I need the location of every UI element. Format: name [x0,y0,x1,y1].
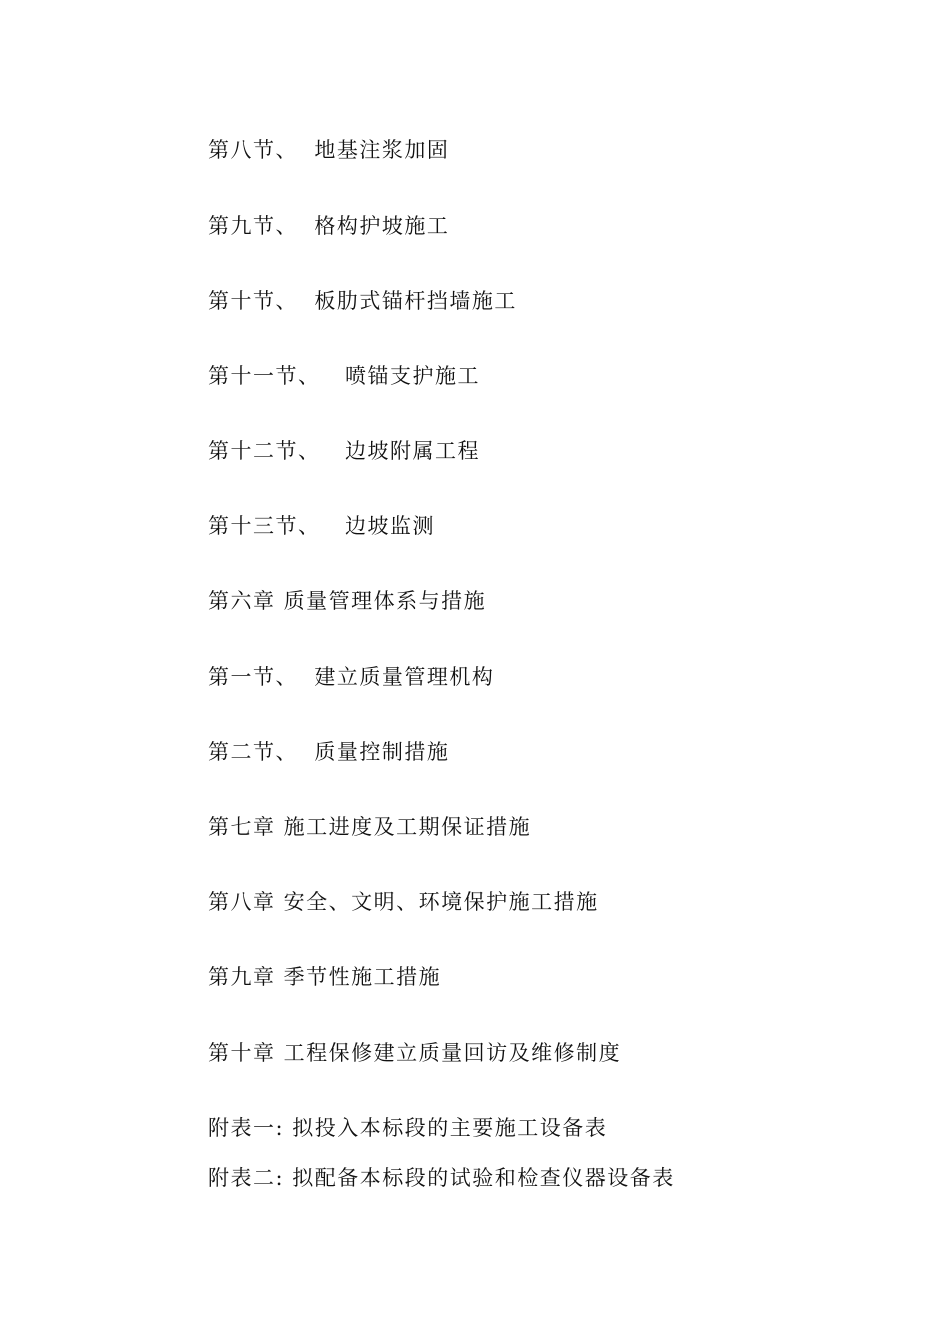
toc-chapter: 第七章 施工进度及工期保证措施 [208,815,532,839]
toc-chapter: 第十章 工程保修建立质量回访及维修制度 [208,1041,622,1065]
toc-chapter: 第八章 安全、文明、环境保护施工措施 [208,890,599,914]
toc-entry: 第十一节、 喷锚支护施工 [208,364,481,388]
toc-entry: 第二节、 质量控制措施 [208,740,450,764]
toc-appendix: 附表二: 拟配备本标段的试验和检查仪器设备表 [208,1166,675,1190]
toc-entry: 第一节、 建立质量管理机构 [208,665,495,689]
toc-appendix: 附表一: 拟投入本标段的主要施工设备表 [208,1116,608,1140]
toc-entry: 第十三节、 边坡监测 [208,514,436,538]
toc-chapter: 第六章 质量管理体系与措施 [208,589,487,613]
toc-chapter: 第九章 季节性施工措施 [208,965,442,989]
toc-entry: 第十节、 板肋式锚杆挡墙施工 [208,289,517,313]
toc-entry: 第十二节、 边坡附属工程 [208,439,481,463]
toc-entry: 第九节、 格构护坡施工 [208,214,450,238]
toc-entry: 第八节、 地基注浆加固 [208,138,450,162]
